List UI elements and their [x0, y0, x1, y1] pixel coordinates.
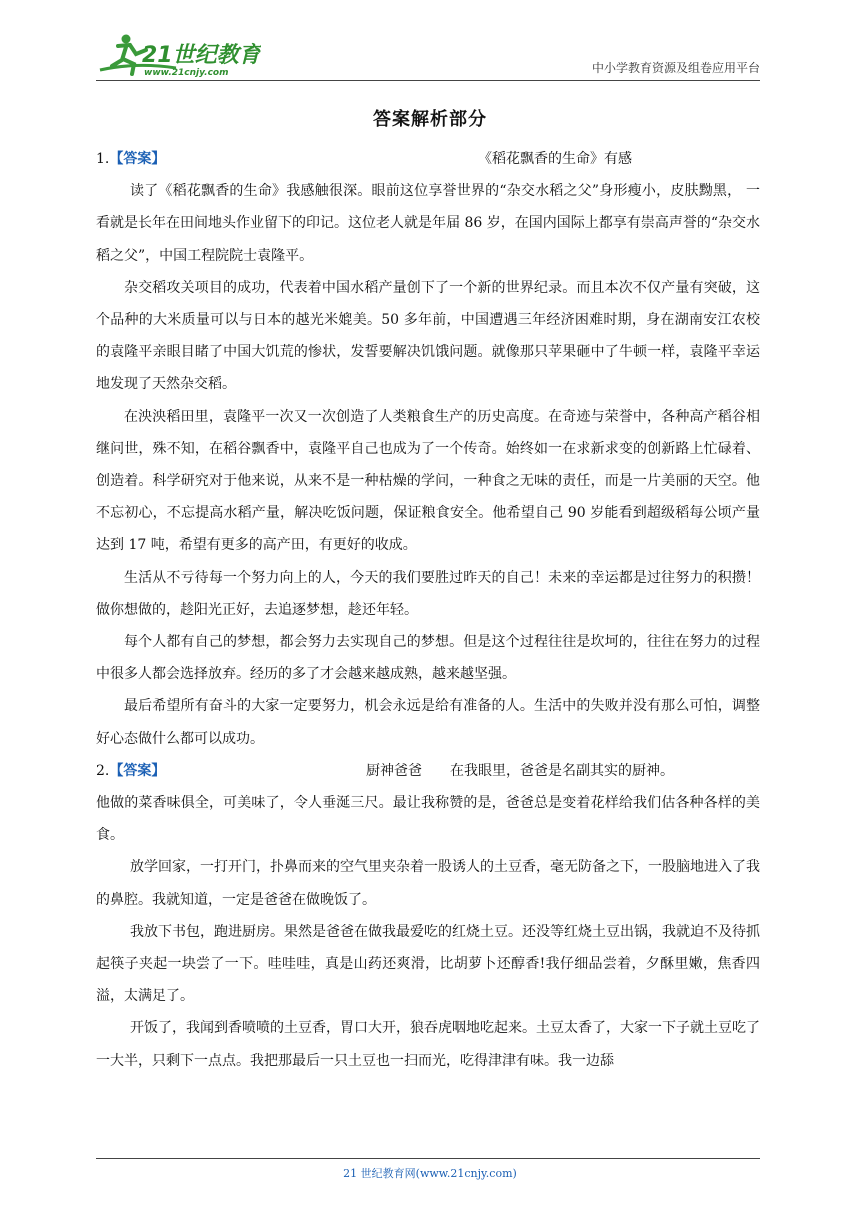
paragraph: 杂交稻攻关项目的成功，代表着中国水稻产量创下了一个新的世界纪录。而且本次不仅产量有突破，这个品种的大米质量可以与日本的越光米媲美。50 多年前，中国遭遇三年经济困难时期，身在湖南安江农校的袁隆平亲眼目睹了中国大饥荒的惨状，发誓要解决饥饿问题。就像那只苹果砸中了牛顿一样，袁隆平幸运地发现了天然杂交稻。: [96, 279, 760, 393]
paragraph: 每个人都有自己的梦想，都会努力去实现自己的梦想。但是这个过程往往是坎坷的，往往在努力的过程中很多人都会选择放弃。经历的多了才会越来越成熟，越来越坚强。: [96, 634, 760, 683]
header-divider: [96, 80, 760, 81]
answer-tag: 【答案】: [109, 151, 166, 167]
svg-text:21世纪教育: 21世纪教育: [142, 43, 261, 68]
paragraph: 我放下书包，跑进厨房。果然是爸爸在做我最爱吃的红烧土豆。还没等红烧土豆出锅，我就迫不及待抓起筷子夹起一块尝了一下。哇哇哇，真是山药还爽滑，比胡萝卜还醇香!我仔细品尝着，夕酥里嫩，焦香四溢，太满足了。: [96, 923, 760, 1005]
site-logo[interactable]: [96, 32, 261, 78]
answer-content: [96, 143, 760, 1077]
answer-2-header: [96, 755, 760, 787]
section-title: 答案解析部分: [373, 109, 487, 130]
runner-logo-icon: [96, 32, 261, 78]
answer-1-title: 《稻花飘香的生命》有感: [478, 151, 632, 167]
paragraph: 在泱泱稻田里，袁隆平一次又一次创造了人类粮食生产的历史高度。在奇迹与荣誉中，各种高产稻谷相继问世，殊不知，在稻谷飘香中，袁隆平自己也成为了一个传奇。始终如一在求新求变的创新路上忙碌着、创造着。科学研究对于他来说，从来不是一种枯燥的学问，一种食之无味的责任，而是一片美丽的天空。他不忘初心，不忘提高水稻产量，解决吃饭问题，保证粮食安全。他希望自己 90 岁能看到超级稻每公顷产量达到 17 吨，希望有更多的高产田，有更好的收成。: [96, 408, 760, 554]
paragraph: 他做的菜香味俱全，可美味了，令人垂涎三尺。最让我称赞的是，爸爸总是变着花样给我们估各种各样的美食。: [96, 795, 760, 844]
paragraph: 放学回家，一打开门，扑鼻而来的空气里夹杂着一股诱人的土豆香，毫无防备之下，一股脑地进入了我的鼻腔。我就知道，一定是爸爸在做晚饭了。: [96, 859, 760, 908]
answer-number: 2.: [96, 762, 110, 779]
page-footer[interactable]: 21 世纪教育网(www.21cnjy.com): [343, 1167, 517, 1180]
paragraph: 读了《稻花飘香的生命》我感触很深。眼前这位享誉世界的“杂交水稻之父”身形瘦小，皮肤黝黑， 一看就是长年在田间地头作业留下的印记。这位老人就是年届 86 岁，在国内国际上都享有崇高声誉的“杂交水稻之父”，中国工程院院士袁隆平。: [96, 183, 760, 264]
answer-2-title-tail: 在我眼里，爸爸是名副其实的厨神。: [450, 762, 674, 779]
footer-divider: [96, 1158, 760, 1159]
paragraph: 开饭了，我闻到香喷喷的土豆香，胃口大开，狼吞虎咽地吃起来。土豆太香了，大家一下子就土豆吃了一大半，只剩下一点点。我把那最后一只土豆也一扫而光，吃得津津有味。我一边舔: [96, 1020, 760, 1069]
answer-tag: 【答案】: [109, 762, 166, 779]
page-header: [96, 32, 760, 80]
answer-number: 1.: [96, 151, 110, 167]
paragraph: 生活从不亏待每一个努力向上的人，今天的我们要胜过昨天的自己！未来的幸运都是过往努力的积攒！做你想做的，趁阳光正好，去追逐梦想，趁还年轻。: [96, 569, 760, 618]
paragraph: 最后希望所有奋斗的大家一定要努力，机会永远是给有准备的人。生活中的失败并没有那么可怕，调整好心态做什么都可以成功。: [96, 698, 760, 747]
answer-2-title-text: 厨神爸爸: [366, 762, 422, 779]
answer-2-title: [366, 755, 674, 787]
answer-1-header: [96, 143, 760, 175]
platform-name: 中小学教育资源及组卷应用平台: [591, 61, 760, 75]
svg-text:www.21cnjy.com: www.21cnjy.com: [144, 68, 229, 78]
